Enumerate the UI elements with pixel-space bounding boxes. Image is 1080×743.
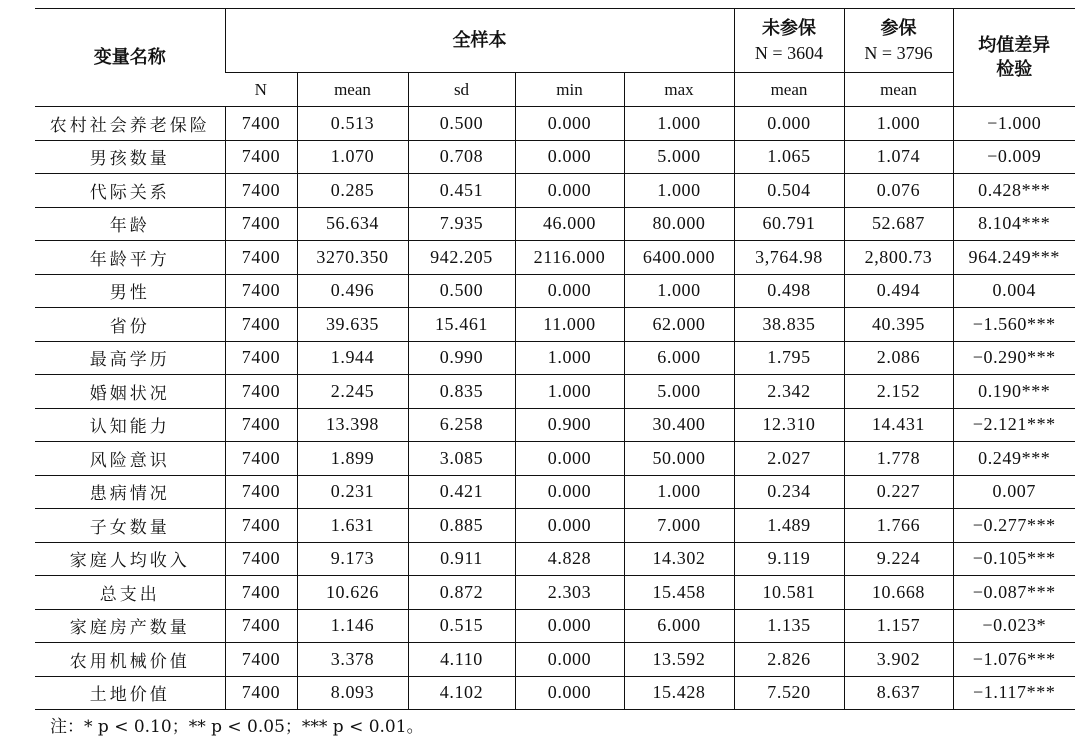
table-row	[35, 442, 1075, 476]
cell-sd: 3.085	[408, 442, 515, 476]
header-diff-line1: 均值差异	[978, 34, 1051, 56]
cell-uninsured-mean: 3,764.98	[734, 241, 844, 275]
subheader-max: max	[624, 73, 734, 107]
cell-sd: 0.835	[408, 375, 515, 409]
cell-insured-mean: 40.395	[844, 308, 953, 342]
header-diff-line2: 检验	[996, 58, 1033, 80]
cell-uninsured-mean: 38.835	[734, 308, 844, 342]
cell-min: 0.000	[515, 643, 624, 677]
cell-sd: 0.515	[408, 609, 515, 643]
table-row	[35, 576, 1075, 610]
statistics-table-container	[35, 8, 1075, 710]
cell-mean-diff: 0.428***	[953, 174, 1075, 208]
cell-variable-name: 患病情况	[35, 475, 225, 509]
cell-mean: 1.070	[297, 140, 408, 174]
cell-max: 1.000	[624, 475, 734, 509]
cell-variable-name: 风险意识	[35, 442, 225, 476]
cell-sd: 0.421	[408, 475, 515, 509]
cell-sd: 4.110	[408, 643, 515, 677]
cell-mean: 1.944	[297, 341, 408, 375]
cell-insured-mean: 0.494	[844, 274, 953, 308]
header-mean-diff-test	[953, 9, 1075, 107]
cell-max: 50.000	[624, 442, 734, 476]
cell-insured-mean: 2.086	[844, 341, 953, 375]
cell-min: 11.000	[515, 308, 624, 342]
cell-mean-diff: −0.277***	[953, 509, 1075, 543]
cell-mean-diff: −1.076***	[953, 643, 1075, 677]
cell-min: 0.900	[515, 408, 624, 442]
cell-max: 5.000	[624, 140, 734, 174]
cell-min: 4.828	[515, 542, 624, 576]
cell-variable-name: 最高学历	[35, 341, 225, 375]
cell-insured-mean: 14.431	[844, 408, 953, 442]
subheader-uninsured-mean: mean	[734, 73, 844, 107]
cell-uninsured-mean: 2.826	[734, 643, 844, 677]
table-row	[35, 475, 1075, 509]
cell-sd: 0.885	[408, 509, 515, 543]
table-row	[35, 107, 1075, 141]
cell-sd: 0.451	[408, 174, 515, 208]
cell-uninsured-mean: 0.498	[734, 274, 844, 308]
cell-min: 0.000	[515, 475, 624, 509]
cell-min: 2116.000	[515, 241, 624, 275]
header-uninsured-label: 未参保	[762, 17, 816, 39]
cell-mean-diff: −1.560***	[953, 308, 1075, 342]
cell-insured-mean: 9.224	[844, 542, 953, 576]
cell-n: 7400	[225, 174, 297, 208]
cell-mean: 3.378	[297, 643, 408, 677]
table-body	[35, 107, 1075, 710]
table-row	[35, 274, 1075, 308]
cell-variable-name: 省份	[35, 308, 225, 342]
table-footnote: 注：* p < 0.10；** p < 0.05；*** p < 0.01。	[50, 717, 424, 737]
cell-max: 1.000	[624, 274, 734, 308]
cell-max: 13.592	[624, 643, 734, 677]
cell-insured-mean: 52.687	[844, 207, 953, 241]
cell-n: 7400	[225, 676, 297, 710]
subheader-min: min	[515, 73, 624, 107]
cell-mean-diff: 8.104***	[953, 207, 1075, 241]
cell-insured-mean: 0.076	[844, 174, 953, 208]
cell-min: 0.000	[515, 174, 624, 208]
cell-uninsured-mean: 1.135	[734, 609, 844, 643]
cell-insured-mean: 8.637	[844, 676, 953, 710]
cell-max: 80.000	[624, 207, 734, 241]
cell-max: 7.000	[624, 509, 734, 543]
cell-sd: 0.708	[408, 140, 515, 174]
cell-n: 7400	[225, 576, 297, 610]
cell-mean: 0.285	[297, 174, 408, 208]
cell-sd: 0.990	[408, 341, 515, 375]
table-row	[35, 542, 1075, 576]
cell-uninsured-mean: 1.065	[734, 140, 844, 174]
cell-variable-name: 代际关系	[35, 174, 225, 208]
cell-n: 7400	[225, 542, 297, 576]
cell-mean-diff: −1.117***	[953, 676, 1075, 710]
cell-variable-name: 农村社会养老保险	[49, 115, 210, 136]
cell-mean: 3270.350	[297, 241, 408, 275]
cell-min: 0.000	[515, 442, 624, 476]
cell-n: 7400	[225, 341, 297, 375]
cell-variable-name: 家庭房产数量	[35, 609, 225, 643]
header-full-sample: 全样本	[225, 9, 734, 73]
cell-max: 62.000	[624, 308, 734, 342]
cell-insured-mean: 10.668	[844, 576, 953, 610]
cell-sd: 7.935	[408, 207, 515, 241]
cell-max: 30.400	[624, 408, 734, 442]
cell-mean-diff: 0.007	[953, 475, 1075, 509]
cell-n: 7400	[225, 241, 297, 275]
cell-n: 7400	[225, 408, 297, 442]
cell-n: 7400	[225, 375, 297, 409]
cell-mean-diff: 0.249***	[953, 442, 1075, 476]
table-row	[35, 609, 1075, 643]
header-variable-name: 变量名称	[93, 46, 166, 68]
cell-uninsured-mean: 60.791	[734, 207, 844, 241]
cell-variable-name: 农用机械价值	[35, 643, 225, 677]
cell-sd: 6.258	[408, 408, 515, 442]
cell-mean: 39.635	[297, 308, 408, 342]
cell-insured-mean: 0.227	[844, 475, 953, 509]
cell-max: 1.000	[624, 174, 734, 208]
cell-n: 7400	[225, 442, 297, 476]
header-insured	[844, 9, 953, 73]
subheader-sd: sd	[408, 73, 515, 107]
cell-sd: 0.500	[408, 107, 515, 141]
cell-uninsured-mean: 0.234	[734, 475, 844, 509]
cell-mean-diff: −0.290***	[953, 341, 1075, 375]
cell-n: 7400	[225, 609, 297, 643]
cell-max: 6.000	[624, 341, 734, 375]
cell-min: 1.000	[515, 375, 624, 409]
cell-variable-name: 认知能力	[35, 408, 225, 442]
table-row	[35, 408, 1075, 442]
cell-variable-name: 男孩数量	[35, 140, 225, 174]
cell-uninsured-mean: 2.342	[734, 375, 844, 409]
cell-max: 14.302	[624, 542, 734, 576]
header-uninsured	[734, 9, 844, 73]
table-row	[35, 509, 1075, 543]
table-row	[35, 174, 1075, 208]
subheader-n: N	[225, 73, 297, 107]
cell-mean: 2.245	[297, 375, 408, 409]
cell-uninsured-mean: 0.504	[734, 174, 844, 208]
cell-min: 46.000	[515, 207, 624, 241]
cell-mean-diff: −0.009	[953, 140, 1075, 174]
cell-sd: 0.500	[408, 274, 515, 308]
cell-n: 7400	[225, 274, 297, 308]
cell-max: 6400.000	[624, 241, 734, 275]
cell-insured-mean: 1.778	[844, 442, 953, 476]
cell-mean: 0.496	[297, 274, 408, 308]
cell-uninsured-mean: 1.489	[734, 509, 844, 543]
cell-variable-name: 家庭人均收入	[35, 542, 225, 576]
cell-mean-diff: 0.004	[953, 274, 1075, 308]
cell-sd: 4.102	[408, 676, 515, 710]
cell-n: 7400	[225, 207, 297, 241]
cell-mean-diff: −0.087***	[953, 576, 1075, 610]
cell-variable-name: 男性	[35, 274, 225, 308]
cell-n: 7400	[225, 107, 297, 141]
cell-sd: 0.872	[408, 576, 515, 610]
cell-variable-name: 子女数量	[35, 509, 225, 543]
cell-insured-mean: 1.766	[844, 509, 953, 543]
cell-mean: 56.634	[297, 207, 408, 241]
cell-mean: 0.513	[297, 107, 408, 141]
cell-variable-name: 婚姻状况	[35, 375, 225, 409]
cell-n: 7400	[225, 475, 297, 509]
cell-sd: 15.461	[408, 308, 515, 342]
cell-uninsured-mean: 2.027	[734, 442, 844, 476]
subheader-mean: mean	[297, 73, 408, 107]
cell-insured-mean: 2.152	[844, 375, 953, 409]
cell-sd: 942.205	[408, 241, 515, 275]
cell-mean: 1.146	[297, 609, 408, 643]
cell-n: 7400	[225, 140, 297, 174]
cell-mean: 8.093	[297, 676, 408, 710]
table-row	[35, 308, 1075, 342]
header-insured-n: N = 3796	[864, 42, 933, 63]
table-header	[35, 9, 1075, 107]
cell-variable-name: 总支出	[35, 576, 225, 610]
cell-mean: 13.398	[297, 408, 408, 442]
cell-min: 0.000	[515, 107, 624, 141]
cell-n: 7400	[225, 643, 297, 677]
header-uninsured-n: N = 3604	[754, 42, 824, 63]
header-insured-label: 参保	[880, 17, 917, 39]
cell-min: 0.000	[515, 609, 624, 643]
cell-insured-mean: 1.000	[844, 107, 953, 141]
cell-max: 15.458	[624, 576, 734, 610]
cell-mean: 1.899	[297, 442, 408, 476]
cell-uninsured-mean: 1.795	[734, 341, 844, 375]
cell-min: 1.000	[515, 341, 624, 375]
cell-insured-mean: 3.902	[844, 643, 953, 677]
cell-min: 0.000	[515, 676, 624, 710]
cell-n: 7400	[225, 509, 297, 543]
cell-max: 5.000	[624, 375, 734, 409]
cell-mean: 0.231	[297, 475, 408, 509]
cell-uninsured-mean: 7.520	[734, 676, 844, 710]
subheader-insured-mean: mean	[844, 73, 953, 107]
cell-mean-diff: −0.023*	[953, 609, 1075, 643]
cell-max: 15.428	[624, 676, 734, 710]
cell-uninsured-mean: 0.000	[734, 107, 844, 141]
table-row	[35, 140, 1075, 174]
cell-mean-diff: −0.105***	[953, 542, 1075, 576]
table-row	[35, 375, 1075, 409]
cell-mean-diff: −1.000	[953, 107, 1075, 141]
cell-uninsured-mean: 9.119	[734, 542, 844, 576]
cell-uninsured-mean: 10.581	[734, 576, 844, 610]
descriptive-statistics-table	[35, 8, 1075, 710]
cell-variable-name: 年龄平方	[35, 241, 225, 275]
cell-uninsured-mean: 12.310	[734, 408, 844, 442]
table-row	[35, 643, 1075, 677]
table-row	[35, 676, 1075, 710]
cell-max: 1.000	[624, 107, 734, 141]
cell-min: 2.303	[515, 576, 624, 610]
cell-min: 0.000	[515, 140, 624, 174]
cell-mean-diff: 0.190***	[953, 375, 1075, 409]
table-row	[35, 207, 1075, 241]
cell-insured-mean: 2,800.73	[844, 241, 953, 275]
table-row	[35, 241, 1075, 275]
table-row	[35, 341, 1075, 375]
cell-min: 0.000	[515, 509, 624, 543]
cell-mean-diff: −2.121***	[953, 408, 1075, 442]
cell-insured-mean: 1.157	[844, 609, 953, 643]
cell-max: 6.000	[624, 609, 734, 643]
cell-mean: 10.626	[297, 576, 408, 610]
cell-mean: 1.631	[297, 509, 408, 543]
cell-mean-diff: 964.249***	[953, 241, 1075, 275]
cell-sd: 0.911	[408, 542, 515, 576]
cell-min: 0.000	[515, 274, 624, 308]
cell-insured-mean: 1.074	[844, 140, 953, 174]
cell-mean: 9.173	[297, 542, 408, 576]
cell-variable-name: 土地价值	[35, 676, 225, 710]
cell-n: 7400	[225, 308, 297, 342]
cell-variable-name: 年龄	[35, 207, 225, 241]
